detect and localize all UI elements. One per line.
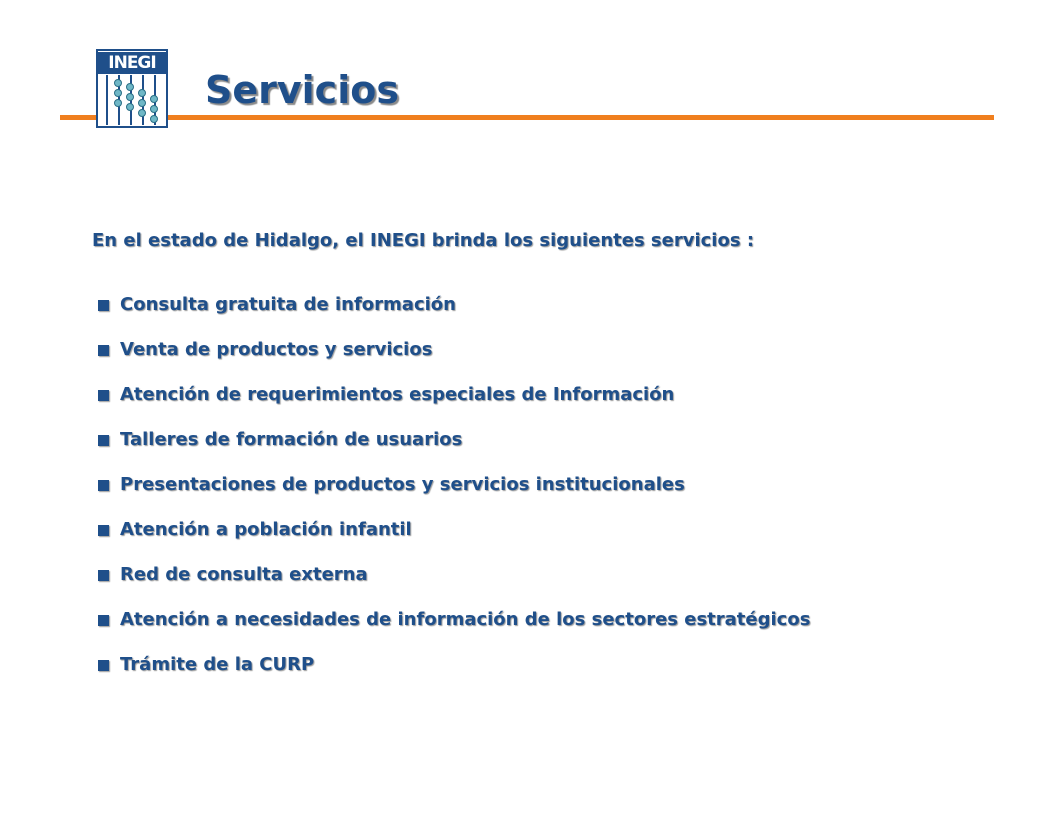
- bullet-icon: [98, 480, 109, 491]
- list-item: [98, 472, 810, 517]
- bullet-icon: [98, 660, 109, 671]
- bullet-icon: [98, 435, 109, 446]
- list-item: [98, 652, 810, 697]
- service-label: Red de consulta externa: [120, 564, 368, 585]
- services-list: [98, 292, 810, 697]
- service-label: Atención a necesidades de información de los sectores estratégicos: [120, 609, 811, 630]
- bullet-icon: [98, 345, 109, 356]
- bullet-icon: [98, 615, 109, 626]
- list-item: [98, 292, 810, 337]
- page-title: Servicios: [205, 68, 399, 112]
- intro-text: En el estado de Hidalgo, el INEGI brinda los siguientes servicios :: [92, 230, 755, 251]
- bullet-icon: [98, 570, 109, 581]
- service-label: Venta de productos y servicios: [120, 339, 433, 360]
- list-item: [98, 427, 810, 472]
- bullet-icon: [98, 390, 109, 401]
- list-item: [98, 562, 810, 607]
- service-label: Consulta gratuita de información: [120, 294, 456, 315]
- inegi-logo: [96, 49, 168, 128]
- list-item: [98, 337, 810, 382]
- service-label: Atención a población infantil: [120, 519, 412, 540]
- logo-text: INEGI: [98, 52, 166, 74]
- header-rule: [60, 115, 994, 120]
- list-item: [98, 607, 810, 652]
- service-label: Trámite de la CURP: [120, 654, 315, 675]
- service-label: Talleres de formación de usuarios: [120, 429, 463, 450]
- bullet-icon: [98, 525, 109, 536]
- bullet-icon: [98, 300, 109, 311]
- service-label: Atención de requerimientos especiales de Información: [120, 384, 675, 405]
- list-item: [98, 382, 810, 427]
- service-label: Presentaciones de productos y servicios institucionales: [120, 474, 685, 495]
- list-item: [98, 517, 810, 562]
